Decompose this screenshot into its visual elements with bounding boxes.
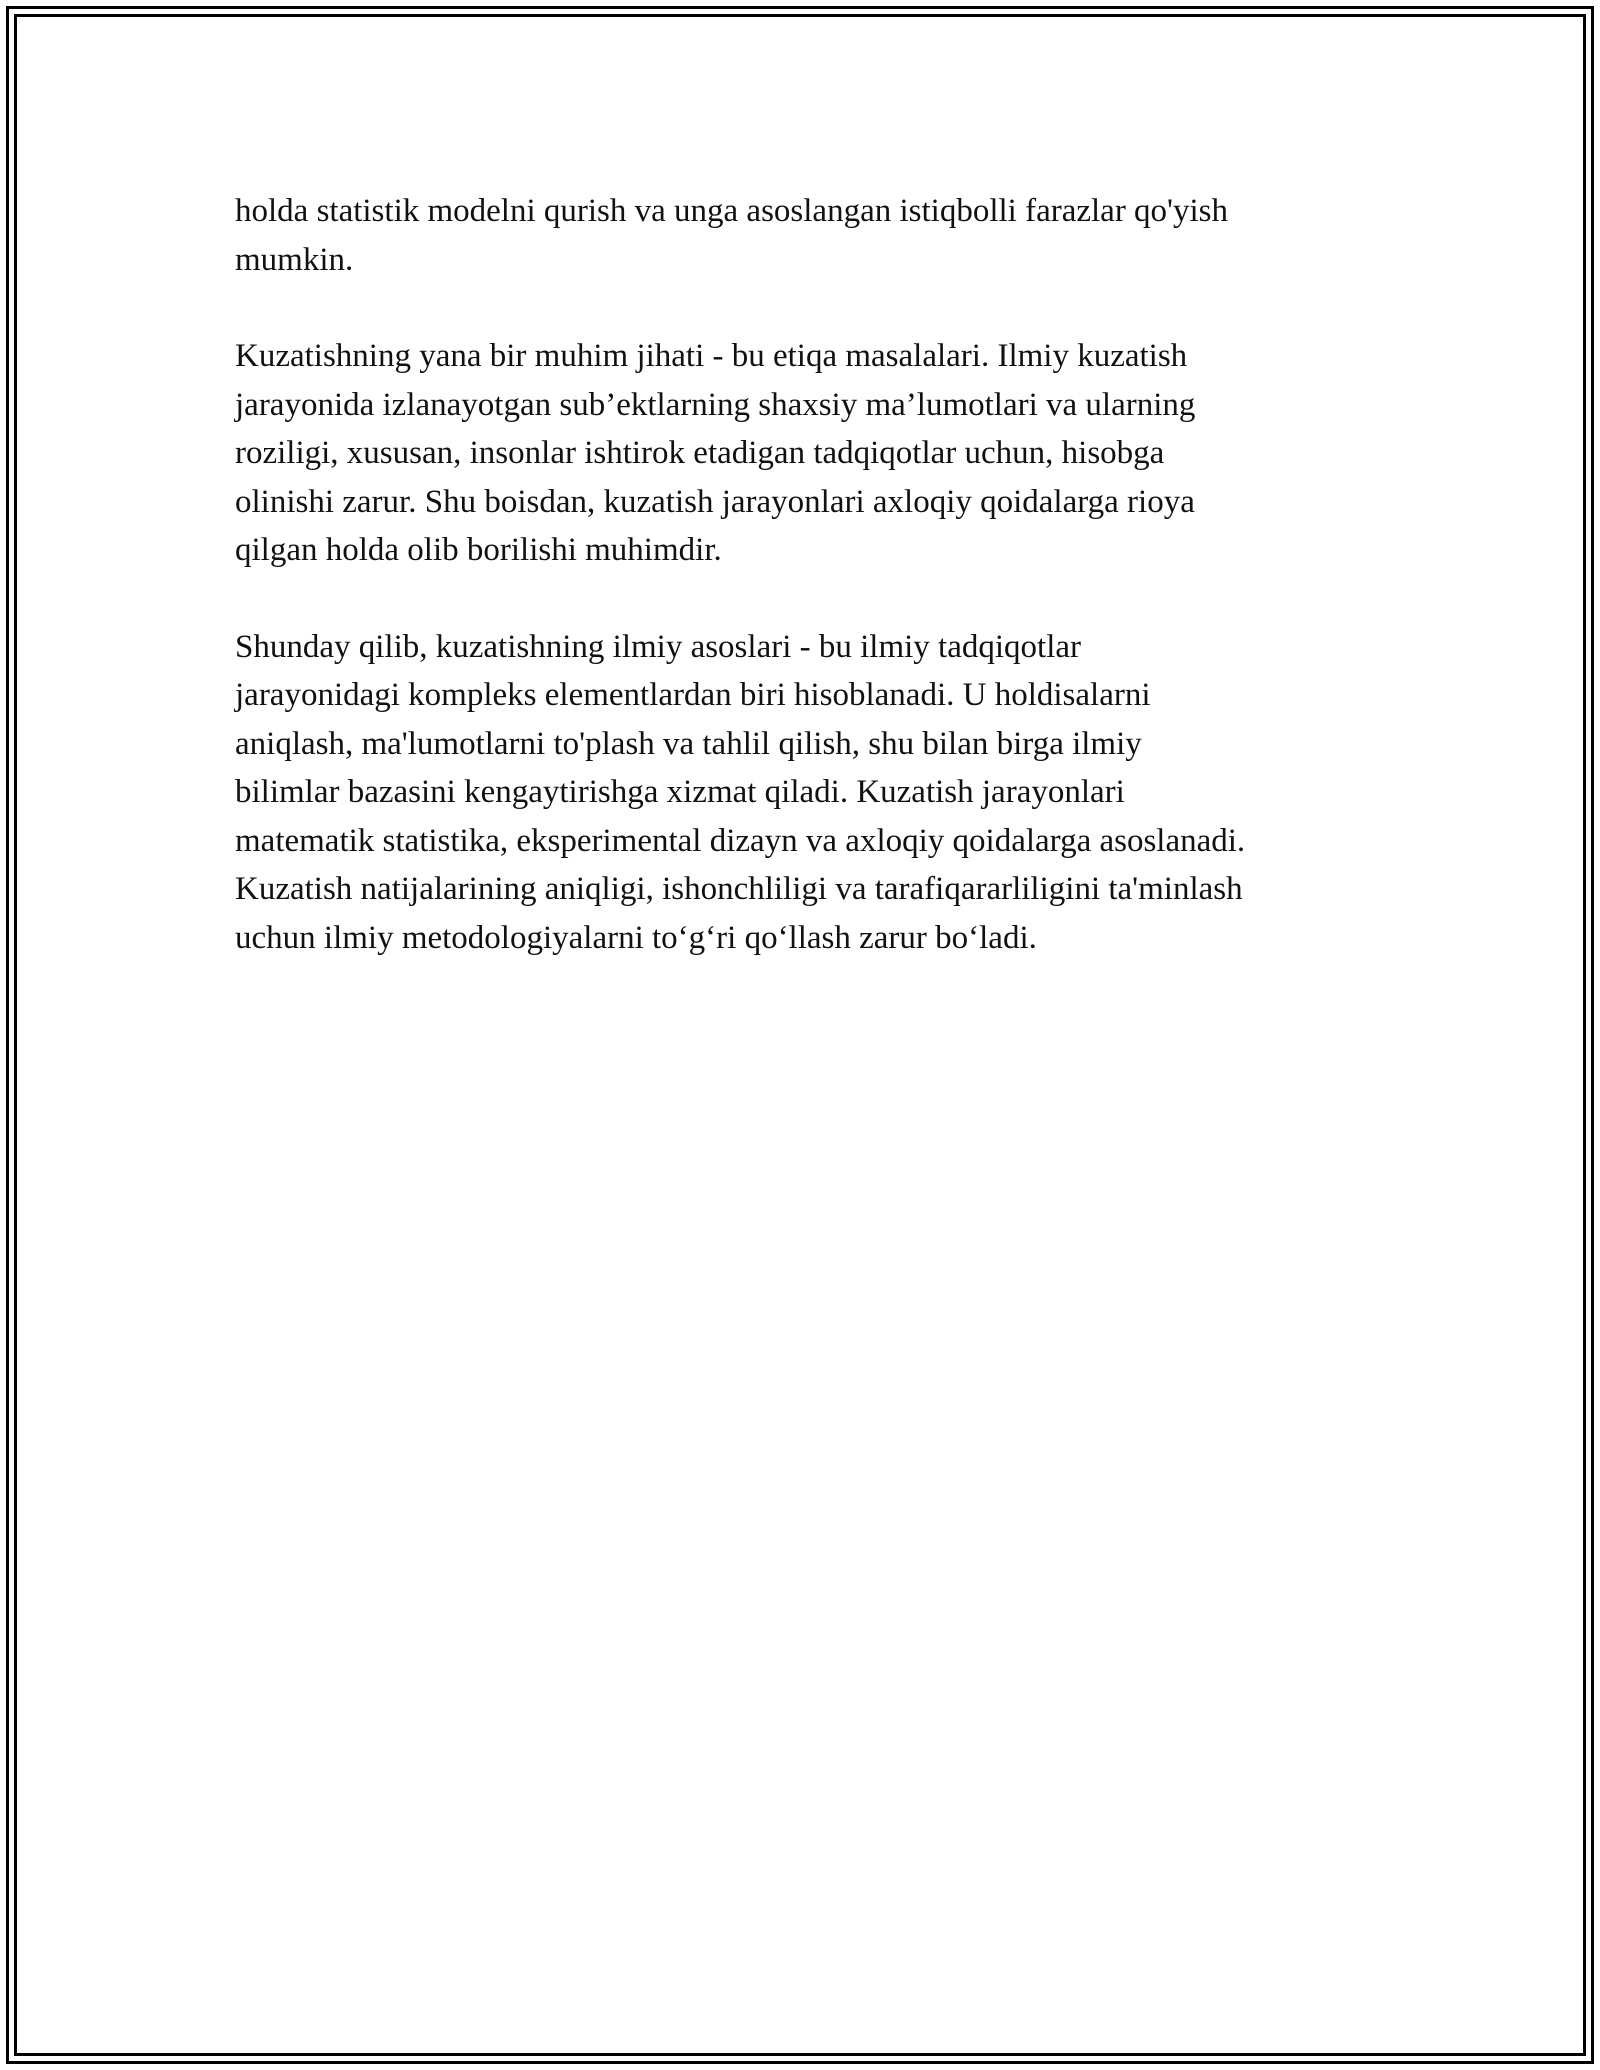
- text-line: jarayonidagi kompleks elementlardan biri hisoblanadi. U holdisalarni: [235, 677, 1151, 713]
- text-line: Kuzatish natijalarining aniqligi, ishonchliligi va tarafiqararliligini ta'minlash: [235, 871, 1243, 907]
- text-line: holda statistik modelni qurish va unga asoslangan istiqbolli farazlar qo'yish: [235, 193, 1229, 229]
- text-line: bilimlar bazasini kengaytirishga xizmat qiladi. Kuzatish jarayonlari: [235, 774, 1125, 810]
- paragraph-3: [235, 623, 1370, 963]
- text-line: qilgan holda olib borilishi muhimdir.: [235, 532, 722, 568]
- text-line: mumkin.: [235, 241, 354, 278]
- text-line: Shunday qilib, kuzatishning ilmiy asoslari - bu ilmiy tadqiqotlar: [235, 628, 1081, 665]
- text-line: aniqlash, ma'lumotlarni to'plash va tahlil qilish, shu bilan birga ilmiy: [235, 725, 1142, 762]
- paragraph-1: [235, 187, 1370, 284]
- text-line: jarayonida izlanayotgan sub’ektlarning shaxsiy ma’lumotlari va ularning: [235, 386, 1196, 423]
- text-line: roziligi, xususan, insonlar ishtirok etadigan tadqiqotlar uchun, hisobga: [235, 435, 1165, 471]
- text-line: olinishi zarur. Shu boisdan, kuzatish jarayonlari axloqiy qoidalarga rioya: [235, 483, 1195, 520]
- paragraph-2: [235, 332, 1370, 575]
- document-body: [235, 187, 1370, 1010]
- text-line: matematik statistika, eksperimental dizayn va axloqiy qoidalarga asoslanadi.: [235, 822, 1246, 859]
- text-line: Kuzatishning yana bir muhim jihati - bu etiqa masalalari. Ilmiy kuzatish: [235, 338, 1188, 374]
- text-line: uchun ilmiy metodologiyalarni to‘g‘ri qo‘llash zarur bo‘ladi.: [235, 919, 1037, 956]
